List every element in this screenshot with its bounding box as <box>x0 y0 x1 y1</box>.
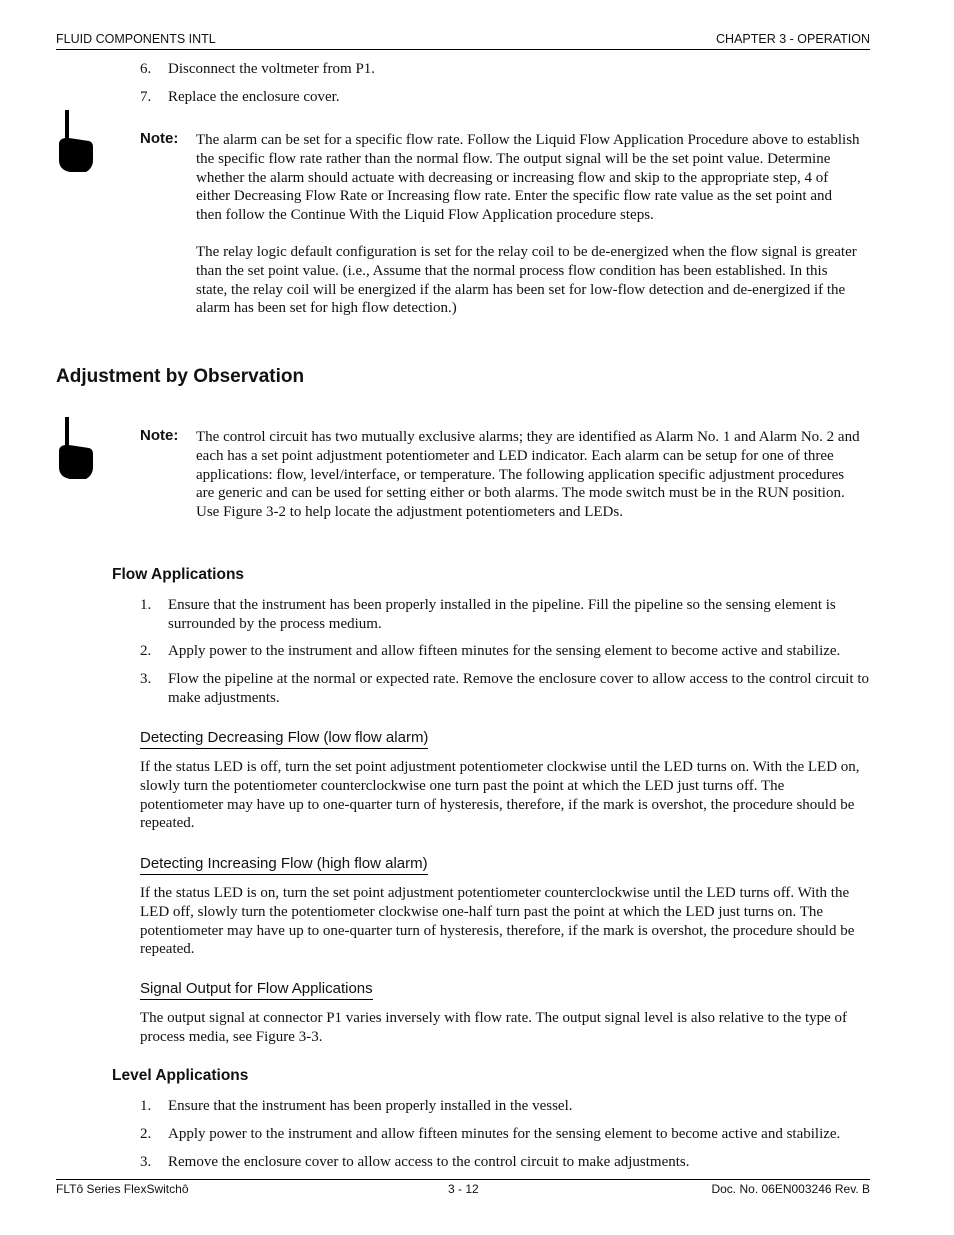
page-number: 3 - 12 <box>448 1182 479 1196</box>
footer-left: FLTô Series FlexSwitchô <box>56 1182 189 1196</box>
step-text: Ensure that the instrument has been properly installed in the pipeline. Fill the pipeline so the sensing element is surrounded by the process medium. <box>168 597 836 632</box>
procedure-title: Detecting Increasing Flow (high flow alarm) <box>140 855 428 875</box>
procedure-title: Signal Output for Flow Applications <box>140 980 373 1000</box>
list-item <box>140 88 870 107</box>
subsection-title: Level Applications <box>112 1067 249 1084</box>
pointing-hand-icon <box>56 415 96 481</box>
procedure-text: If the status LED is off, turn the set point adjustment potentiometer clockwise until the LED turns on. With the LED on, slowly turn the potentiometer counterclockwise one turn past the point at which the LED just turns off. The potentiometer may have up to one-quarter turn of hysteresis, therefore, if the mark is overshot, the procedure should be repeated. <box>140 759 860 832</box>
note-body: The alarm can be set for a specific flow rate. Follow the Liquid Flow Application Procedure above to establish the specific flow rate rather than the normal flow. The output signal will be the set point value. Determine whether the alarm should actuate with decreasing or increasing flow and skip to the appropriate step, 4 of either Decreasing Flow Rate or Increasing flow rate. Enter the specific flow rate value as the set point and then follow the Continue With the Liquid Flow Application procedure steps. <box>196 132 860 224</box>
step-text: Disconnect the voltmeter from P1. <box>168 61 376 77</box>
note-label: Note: <box>140 130 179 147</box>
list-item <box>140 60 870 79</box>
step-number: 3. <box>140 1154 152 1170</box>
step-text: Ensure that the instrument has been properly installed in the vessel. <box>168 1098 573 1114</box>
procedure-title: Detecting Decreasing Flow (low flow alarm) <box>140 729 428 749</box>
step-text: Flow the pipeline at the normal or expected rate. Remove the enclosure cover to allow access to the control circuit to make adjustments. <box>168 671 870 706</box>
step-number: 1. <box>140 597 152 613</box>
list-item <box>140 1097 870 1116</box>
list-item <box>140 596 870 634</box>
step-number: 1. <box>140 1098 152 1114</box>
procedure-text: The output signal at connector P1 varies inversely with flow rate. The output signal level is also relative to the type of process media, see Figure 3-3. <box>140 1010 848 1045</box>
list-item <box>140 642 870 661</box>
step-text: Replace the enclosure cover. <box>168 89 340 105</box>
note-body: The relay logic default configuration is set for the relay coil to be de-energized when the flow signal is greater than the set point value. (i.e., Assume that the normal process flow condition has been established. In this state, the relay coil will be energized if the alarm has been set for low-flow detection and de-energized if the alarm has been set for high flow detection.) <box>196 244 857 317</box>
note-body: The control circuit has two mutually exclusive alarms; they are identified as Alarm No. 1 and Alarm No. 2 and each has a set point adjustment potentiometer and LED indicator. Each alarm can be setup for one of three applications: flow, level/interface, or temperature. The following application specific adjustment procedures are generic and can be used for setting either or both alarms. The mode switch must be in the RUN position. Use Figure 3-2 to help locate the adjustment potentiometers and LEDs. <box>196 429 860 521</box>
note-label: Note: <box>140 427 179 444</box>
step-number: 2. <box>140 643 152 659</box>
step-number: 7. <box>140 89 152 105</box>
step-text: Apply power to the instrument and allow fifteen minutes for the sensing element to become active and stabilize. <box>168 1126 841 1142</box>
footer-rule <box>56 1179 870 1180</box>
procedure-text: If the status LED is on, turn the set point adjustment potentiometer counterclockwise until the LED turns off. With the LED off, slowly turn the potentiometer clockwise one-half turn past the point at which the LED just turns on. The potentiometer may have up to one-quarter turn of hysteresis, therefore, if the mark is overshot, the procedure should be repeated. <box>140 885 855 958</box>
step-text: Remove the enclosure cover to allow access to the control circuit to make adjustments. <box>168 1154 690 1170</box>
step-number: 6. <box>140 61 152 77</box>
header-right: CHAPTER 3 - OPERATION <box>716 32 870 46</box>
list-item <box>140 1125 870 1144</box>
subsection-title: Flow Applications <box>112 566 245 583</box>
step-number: 3. <box>140 671 152 687</box>
step-number: 2. <box>140 1126 152 1142</box>
footer-right: Doc. No. 06EN003246 Rev. B <box>711 1182 870 1196</box>
step-text: Apply power to the instrument and allow fifteen minutes for the sensing element to become active and stabilize. <box>168 643 841 659</box>
list-item <box>140 1153 870 1172</box>
header-rule <box>56 49 870 50</box>
header-left: FLUID COMPONENTS INTL <box>56 32 216 46</box>
section-title: Adjustment by Observation <box>56 366 305 387</box>
pointing-hand-icon <box>56 108 96 174</box>
list-item <box>140 670 870 708</box>
